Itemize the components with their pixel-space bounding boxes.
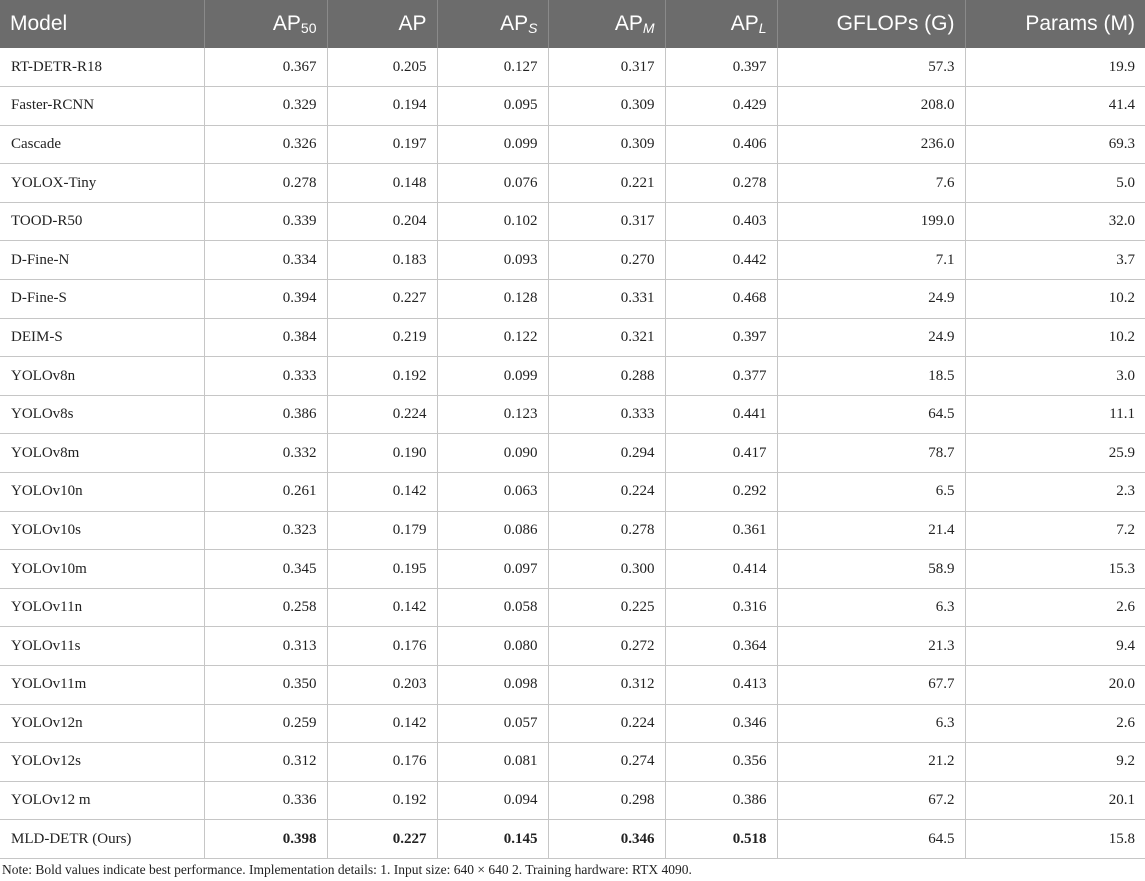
cell-gflops: 24.9 <box>777 318 965 357</box>
table-row <box>0 280 1145 319</box>
table-row <box>0 125 1145 164</box>
cell-apm: 0.317 <box>548 202 665 241</box>
cell-aps: 0.099 <box>437 125 548 164</box>
cell-apm: 0.331 <box>548 280 665 319</box>
header-ap50 <box>204 0 327 48</box>
cell-ap50: 0.261 <box>204 473 327 512</box>
cell-gflops: 67.7 <box>777 666 965 705</box>
cell-params: 2.6 <box>965 588 1145 627</box>
cell-apm: 0.312 <box>548 666 665 705</box>
cell-model: DEIM-S <box>0 318 204 357</box>
cell-apl: 0.403 <box>665 202 777 241</box>
cell-gflops: 21.2 <box>777 743 965 782</box>
header-subscript: 50 <box>300 20 317 36</box>
cell-ap: 0.203 <box>327 666 437 705</box>
cell-apl: 0.441 <box>665 395 777 434</box>
table-row <box>0 627 1145 666</box>
header-subscript: S <box>528 20 538 36</box>
cell-gflops: 24.9 <box>777 280 965 319</box>
cell-aps: 0.057 <box>437 704 548 743</box>
cell-ap50: 0.312 <box>204 743 327 782</box>
cell-aps: 0.076 <box>437 164 548 203</box>
header-label: Params (M) <box>1025 12 1135 35</box>
cell-ap: 0.148 <box>327 164 437 203</box>
cell-ap50: 0.329 <box>204 87 327 126</box>
cell-model: YOLOv8n <box>0 357 204 396</box>
cell-model: YOLOv11n <box>0 588 204 627</box>
header-gflops <box>777 0 965 48</box>
table-row <box>0 511 1145 550</box>
cell-ap: 0.224 <box>327 395 437 434</box>
header-subscript: M <box>642 20 655 36</box>
cell-apl: 0.429 <box>665 87 777 126</box>
cell-apm: 0.288 <box>548 357 665 396</box>
table-row <box>0 666 1145 705</box>
header-label: AP <box>730 12 759 35</box>
header-aps <box>437 0 548 48</box>
cell-params: 41.4 <box>965 87 1145 126</box>
cell-apm: 0.333 <box>548 395 665 434</box>
table-row <box>0 202 1145 241</box>
table-body <box>0 48 1145 858</box>
cell-ap: 0.205 <box>327 48 437 87</box>
cell-aps: 0.127 <box>437 48 548 87</box>
cell-apl: 0.316 <box>665 588 777 627</box>
cell-params: 2.3 <box>965 473 1145 512</box>
cell-model: YOLOv11m <box>0 666 204 705</box>
cell-ap50: 0.394 <box>204 280 327 319</box>
cell-model: D-Fine-N <box>0 241 204 280</box>
cell-apm: 0.272 <box>548 627 665 666</box>
table-note: Note: Bold values indicate best performance. Implementation details: 1. Input size: 640 × 640 2. Training hardware: RTX 4090. <box>2 862 692 877</box>
cell-model: YOLOv12n <box>0 704 204 743</box>
cell-ap: 0.190 <box>327 434 437 473</box>
cell-ap50: 0.326 <box>204 125 327 164</box>
cell-aps: 0.058 <box>437 588 548 627</box>
cell-params: 69.3 <box>965 125 1145 164</box>
header-ap <box>327 0 437 48</box>
cell-ap50: 0.333 <box>204 357 327 396</box>
cell-ap: 0.192 <box>327 357 437 396</box>
cell-apl: 0.518 <box>665 820 777 859</box>
cell-model: TOOD-R50 <box>0 202 204 241</box>
cell-model: RT-DETR-R18 <box>0 48 204 87</box>
cell-model: YOLOv11s <box>0 627 204 666</box>
cell-model: MLD-DETR (Ours) <box>0 820 204 859</box>
table-row <box>0 820 1145 859</box>
cell-aps: 0.145 <box>437 820 548 859</box>
cell-gflops: 67.2 <box>777 781 965 820</box>
header-model <box>0 0 204 48</box>
cell-gflops: 208.0 <box>777 87 965 126</box>
cell-aps: 0.099 <box>437 357 548 396</box>
cell-params: 15.3 <box>965 550 1145 589</box>
cell-aps: 0.081 <box>437 743 548 782</box>
cell-ap: 0.227 <box>327 280 437 319</box>
cell-ap50: 0.384 <box>204 318 327 357</box>
cell-params: 20.1 <box>965 781 1145 820</box>
cell-aps: 0.122 <box>437 318 548 357</box>
cell-ap: 0.179 <box>327 511 437 550</box>
cell-ap: 0.142 <box>327 473 437 512</box>
cell-model: YOLOv10s <box>0 511 204 550</box>
cell-params: 5.0 <box>965 164 1145 203</box>
table-row <box>0 473 1145 512</box>
cell-ap: 0.227 <box>327 820 437 859</box>
cell-params: 9.2 <box>965 743 1145 782</box>
cell-gflops: 199.0 <box>777 202 965 241</box>
cell-apl: 0.417 <box>665 434 777 473</box>
cell-ap50: 0.345 <box>204 550 327 589</box>
cell-model: YOLOv8m <box>0 434 204 473</box>
cell-aps: 0.128 <box>437 280 548 319</box>
table-row <box>0 87 1145 126</box>
cell-ap50: 0.350 <box>204 666 327 705</box>
cell-apl: 0.442 <box>665 241 777 280</box>
cell-params: 19.9 <box>965 48 1145 87</box>
cell-aps: 0.090 <box>437 434 548 473</box>
cell-apm: 0.225 <box>548 588 665 627</box>
table-row <box>0 357 1145 396</box>
cell-apm: 0.278 <box>548 511 665 550</box>
table-row <box>0 241 1145 280</box>
cell-ap: 0.183 <box>327 241 437 280</box>
cell-params: 25.9 <box>965 434 1145 473</box>
cell-gflops: 58.9 <box>777 550 965 589</box>
table-row <box>0 48 1145 87</box>
cell-ap: 0.194 <box>327 87 437 126</box>
cell-params: 3.7 <box>965 241 1145 280</box>
cell-apl: 0.397 <box>665 318 777 357</box>
cell-ap50: 0.278 <box>204 164 327 203</box>
cell-apl: 0.278 <box>665 164 777 203</box>
cell-apm: 0.294 <box>548 434 665 473</box>
cell-ap: 0.176 <box>327 743 437 782</box>
cell-model: YOLOv10m <box>0 550 204 589</box>
header-label: Model <box>10 12 68 35</box>
table-row <box>0 781 1145 820</box>
cell-apl: 0.468 <box>665 280 777 319</box>
cell-ap: 0.197 <box>327 125 437 164</box>
cell-aps: 0.097 <box>437 550 548 589</box>
cell-apl: 0.364 <box>665 627 777 666</box>
cell-apm: 0.224 <box>548 473 665 512</box>
cell-apl: 0.377 <box>665 357 777 396</box>
cell-gflops: 7.6 <box>777 164 965 203</box>
cell-aps: 0.063 <box>437 473 548 512</box>
cell-gflops: 236.0 <box>777 125 965 164</box>
cell-ap: 0.219 <box>327 318 437 357</box>
cell-params: 11.1 <box>965 395 1145 434</box>
cell-ap: 0.142 <box>327 704 437 743</box>
cell-ap: 0.176 <box>327 627 437 666</box>
cell-gflops: 6.3 <box>777 588 965 627</box>
cell-gflops: 6.5 <box>777 473 965 512</box>
cell-apm: 0.221 <box>548 164 665 203</box>
cell-aps: 0.086 <box>437 511 548 550</box>
cell-ap50: 0.336 <box>204 781 327 820</box>
table-row <box>0 395 1145 434</box>
cell-ap: 0.142 <box>327 588 437 627</box>
cell-ap50: 0.367 <box>204 48 327 87</box>
cell-apm: 0.224 <box>548 704 665 743</box>
header-label: AP <box>614 12 643 35</box>
table-row <box>0 550 1145 589</box>
cell-gflops: 21.3 <box>777 627 965 666</box>
cell-aps: 0.098 <box>437 666 548 705</box>
header-row <box>0 0 1145 48</box>
header-apm <box>548 0 665 48</box>
cell-ap50: 0.259 <box>204 704 327 743</box>
cell-gflops: 64.5 <box>777 820 965 859</box>
cell-gflops: 64.5 <box>777 395 965 434</box>
header-apl <box>665 0 777 48</box>
cell-aps: 0.080 <box>437 627 548 666</box>
cell-apl: 0.356 <box>665 743 777 782</box>
table-row <box>0 743 1145 782</box>
cell-model: YOLOv12s <box>0 743 204 782</box>
cell-apm: 0.309 <box>548 87 665 126</box>
cell-apl: 0.361 <box>665 511 777 550</box>
cell-params: 7.2 <box>965 511 1145 550</box>
cell-ap50: 0.339 <box>204 202 327 241</box>
cell-aps: 0.102 <box>437 202 548 241</box>
cell-apl: 0.406 <box>665 125 777 164</box>
cell-model: Faster-RCNN <box>0 87 204 126</box>
cell-apm: 0.270 <box>548 241 665 280</box>
cell-ap50: 0.334 <box>204 241 327 280</box>
header-label: GFLOPs (G) <box>836 12 955 35</box>
cell-gflops: 7.1 <box>777 241 965 280</box>
cell-params: 10.2 <box>965 280 1145 319</box>
cell-model: YOLOX-Tiny <box>0 164 204 203</box>
cell-model: YOLOv8s <box>0 395 204 434</box>
cell-ap50: 0.313 <box>204 627 327 666</box>
cell-aps: 0.094 <box>437 781 548 820</box>
cell-apm: 0.300 <box>548 550 665 589</box>
table-row <box>0 434 1145 473</box>
table-row <box>0 588 1145 627</box>
cell-apl: 0.292 <box>665 473 777 512</box>
cell-ap: 0.192 <box>327 781 437 820</box>
cell-gflops: 57.3 <box>777 48 965 87</box>
cell-params: 2.6 <box>965 704 1145 743</box>
cell-gflops: 78.7 <box>777 434 965 473</box>
table-row <box>0 318 1145 357</box>
cell-gflops: 18.5 <box>777 357 965 396</box>
cell-aps: 0.095 <box>437 87 548 126</box>
cell-aps: 0.093 <box>437 241 548 280</box>
header-params <box>965 0 1145 48</box>
cell-ap: 0.204 <box>327 202 437 241</box>
cell-aps: 0.123 <box>437 395 548 434</box>
cell-model: Cascade <box>0 125 204 164</box>
cell-model: YOLOv12 m <box>0 781 204 820</box>
table-row <box>0 704 1145 743</box>
cell-apl: 0.414 <box>665 550 777 589</box>
cell-model: D-Fine-S <box>0 280 204 319</box>
cell-apl: 0.397 <box>665 48 777 87</box>
cell-ap50: 0.258 <box>204 588 327 627</box>
cell-gflops: 21.4 <box>777 511 965 550</box>
header-subscript: L <box>758 20 767 36</box>
cell-apm: 0.346 <box>548 820 665 859</box>
cell-apm: 0.274 <box>548 743 665 782</box>
cell-apl: 0.346 <box>665 704 777 743</box>
cell-apm: 0.298 <box>548 781 665 820</box>
cell-apm: 0.309 <box>548 125 665 164</box>
cell-apl: 0.413 <box>665 666 777 705</box>
header-label: AP <box>500 12 529 35</box>
cell-params: 3.0 <box>965 357 1145 396</box>
cell-params: 15.8 <box>965 820 1145 859</box>
cell-params: 9.4 <box>965 627 1145 666</box>
cell-ap50: 0.386 <box>204 395 327 434</box>
cell-ap: 0.195 <box>327 550 437 589</box>
cell-apm: 0.317 <box>548 48 665 87</box>
cell-model: YOLOv10n <box>0 473 204 512</box>
table-row <box>0 164 1145 203</box>
cell-gflops: 6.3 <box>777 704 965 743</box>
cell-ap50: 0.323 <box>204 511 327 550</box>
header-label: AP <box>272 12 301 35</box>
cell-ap50: 0.332 <box>204 434 327 473</box>
cell-apm: 0.321 <box>548 318 665 357</box>
header-label: AP <box>398 12 427 35</box>
cell-apl: 0.386 <box>665 781 777 820</box>
cell-params: 10.2 <box>965 318 1145 357</box>
cell-params: 20.0 <box>965 666 1145 705</box>
cell-params: 32.0 <box>965 202 1145 241</box>
cell-ap50: 0.398 <box>204 820 327 859</box>
